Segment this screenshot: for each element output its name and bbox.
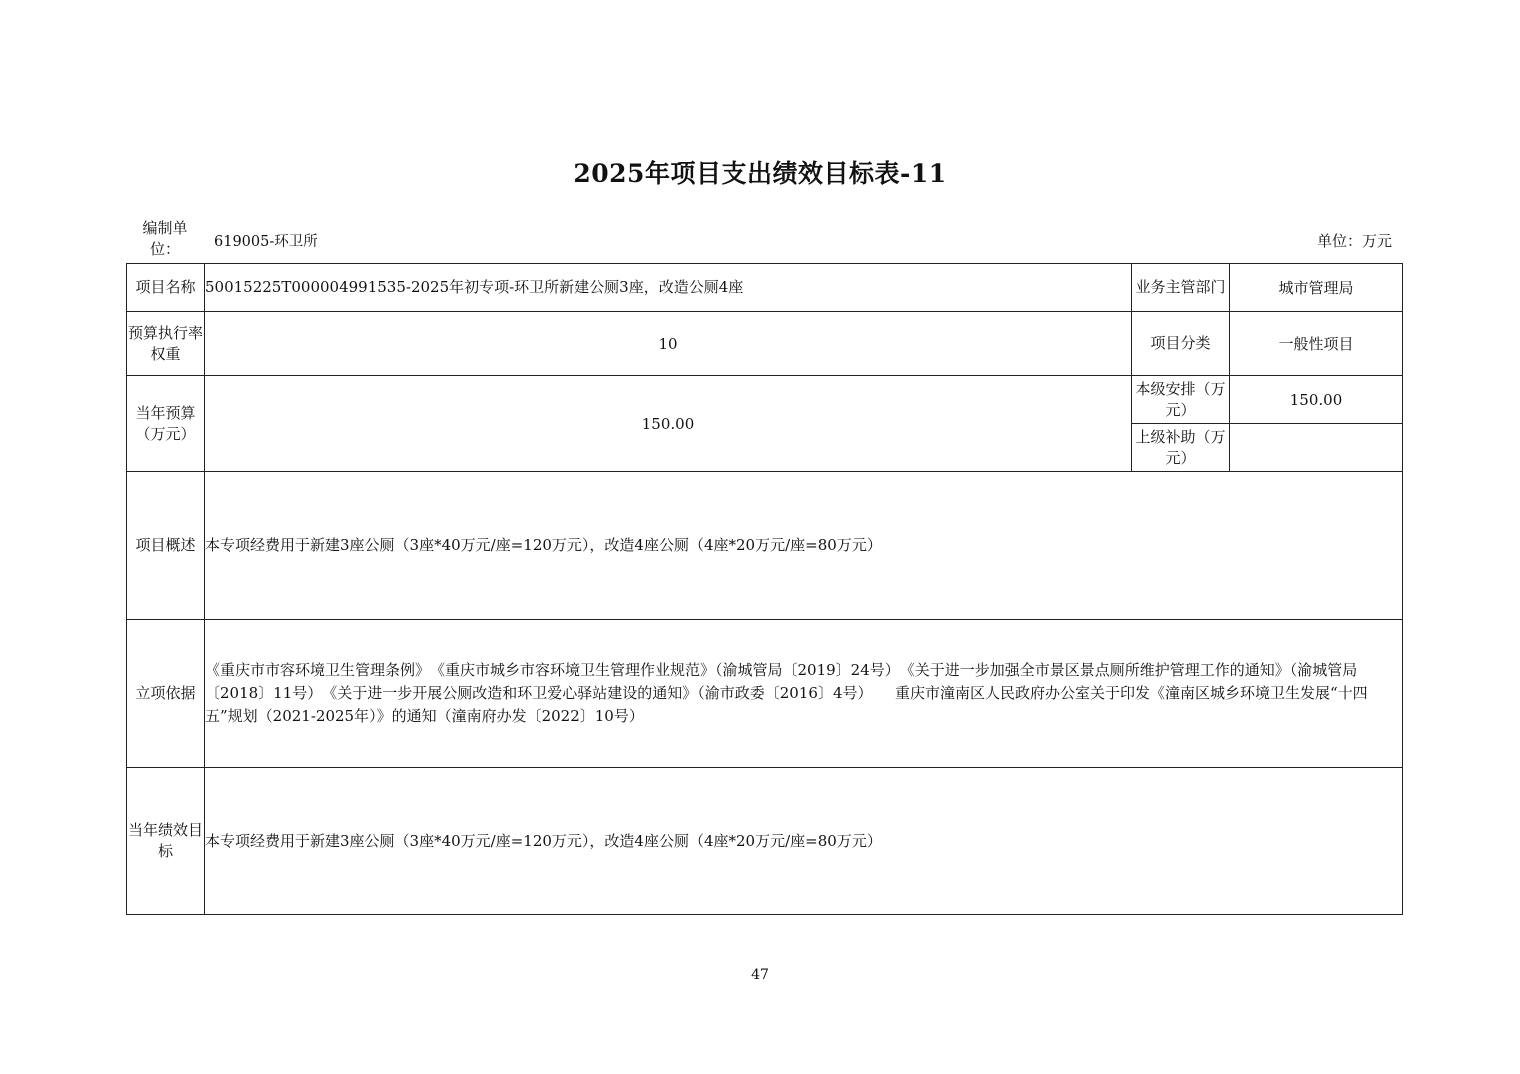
- basis-label: 立项依据: [127, 620, 205, 768]
- money-unit: 单位：万元: [1316, 232, 1392, 250]
- basis-value: 《重庆市市容环境卫生管理条例》 《重庆市城乡市容环境卫生管理作业规范》（渝城管局〔2019〕24号） 《关于进一步加强全市景区景点厕所维护管理工作的通知》（渝城管局〔2018〕11号） 《关于进一步开展公厕改造和环卫爱心驿站建设的通知》（渝市政委〔2016〕4号） 重庆市潼南区人民政府办公室关于印发《潼南区城乡环境卫生发展“十四五”规划（2021-2025年）》的通知（潼南府办发〔2022〕10号）: [205, 620, 1403, 768]
- budget-value: 150.00: [205, 376, 1132, 472]
- unit-value: 619005-环卫所: [214, 234, 318, 250]
- project-name-value: 50015225T000004991535-2025年初专项-环卫所新建公厕3座，改造公厕4座: [205, 264, 1132, 312]
- table-row: [127, 472, 1403, 620]
- performance-table: [126, 263, 1403, 915]
- dept-value: 城市管理局: [1230, 264, 1403, 312]
- local-label: 本级安排（万元）: [1132, 376, 1230, 424]
- table-row: [127, 376, 1403, 424]
- dept-label: 业务主管部门: [1132, 264, 1230, 312]
- table-row: [127, 620, 1403, 768]
- weight-label: 预算执行率权重: [127, 312, 205, 376]
- overview-value: 本专项经费用于新建3座公厕（3座*40万元/座=120万元），改造4座公厕（4座*20万元/座=80万元）: [205, 472, 1403, 620]
- upper-value: [1230, 424, 1403, 472]
- category-label: 项目分类: [1132, 312, 1230, 376]
- upper-label: 上级补助（万元）: [1132, 424, 1230, 472]
- table-row: [127, 264, 1403, 312]
- table-row: [127, 312, 1403, 376]
- budget-label: 当年预算（万元）: [127, 376, 205, 472]
- unit-label: 编制单位：: [142, 219, 188, 258]
- goal-value: 本专项经费用于新建3座公厕（3座*40万元/座=120万元），改造4座公厕（4座*20万元/座=80万元）: [205, 768, 1403, 915]
- table-row: [127, 768, 1403, 915]
- category-value: 一般性项目: [1230, 312, 1403, 376]
- local-value: 150.00: [1230, 376, 1403, 424]
- weight-value: 10: [205, 312, 1132, 376]
- page-title: 2025年项目支出绩效目标表-11: [573, 159, 947, 188]
- page-number: 47: [751, 967, 769, 983]
- project-name-label: 项目名称: [127, 264, 205, 312]
- overview-label: 项目概述: [127, 472, 205, 620]
- goal-label: 当年绩效目标: [127, 768, 205, 915]
